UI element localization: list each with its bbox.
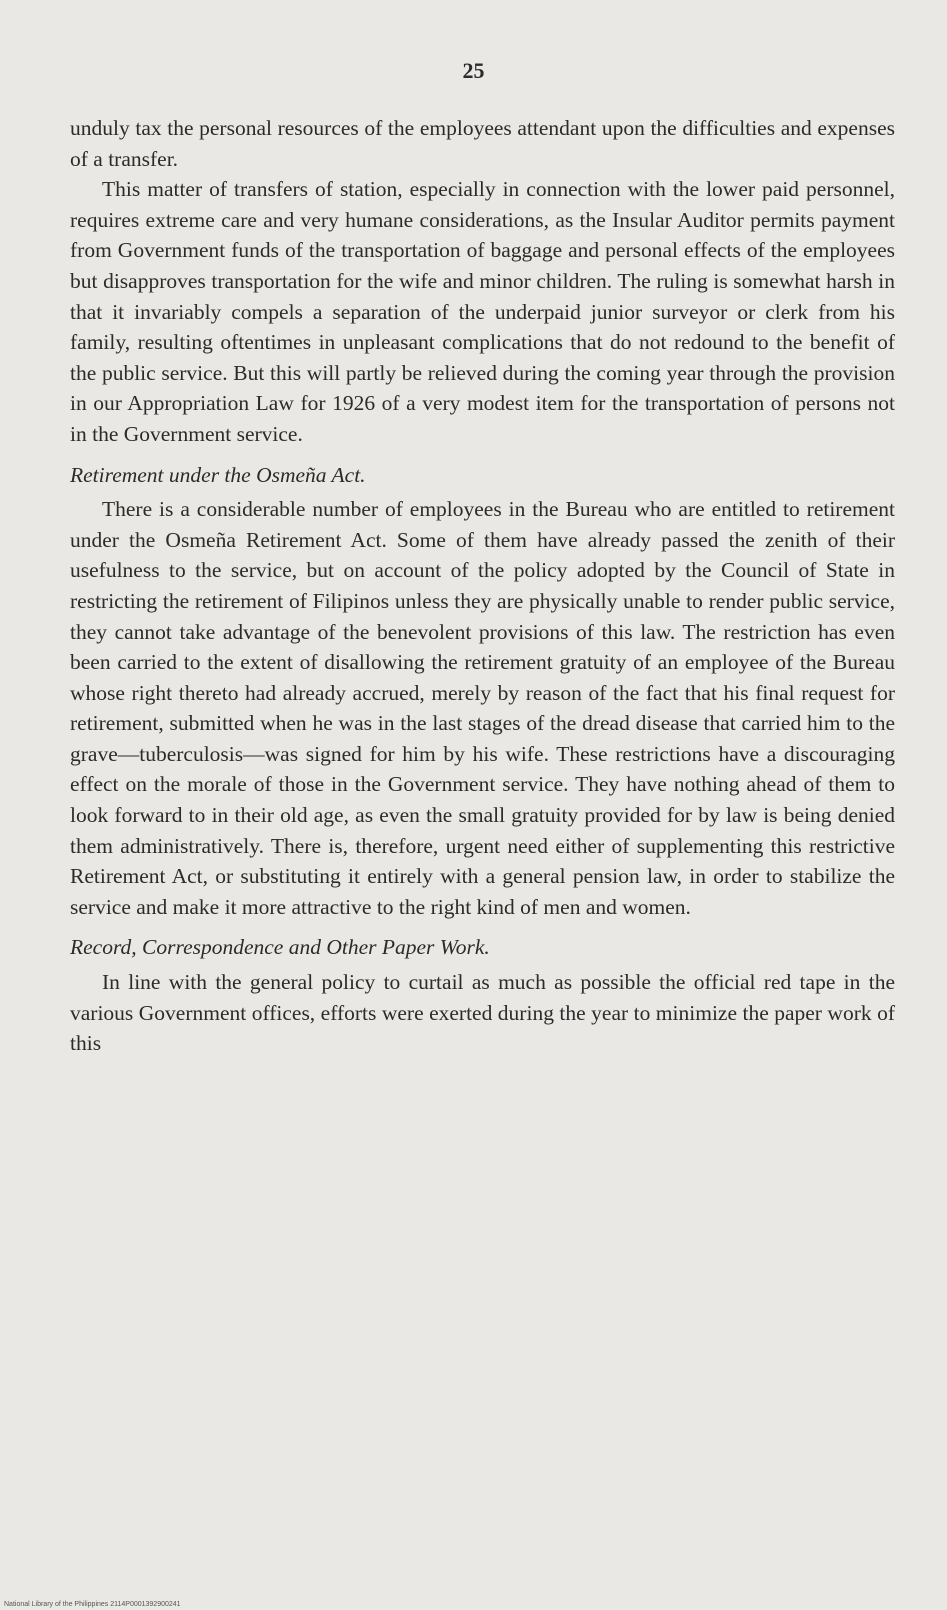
- page-number: 25: [462, 58, 485, 83]
- section-heading-retirement: Retirement under the Osmeña Act.: [70, 462, 366, 487]
- section-heading-record: Record, Correspondence and Other Paper Work.: [70, 935, 490, 960]
- document-body: [70, 113, 895, 1059]
- source-footer: National Library of the Philippines 2114P0001392900241: [4, 1601, 181, 1608]
- paragraph-transfers: This matter of transfers of station, especially in connection with the lower paid personnel, requires extreme care and very humane considerations, as the Insular Auditor permits payment from Government funds of the transportation of baggage and personal effects of the employees but disapproves transportation for the wife and minor children. The ruling is somewhat harsh in that it invariably compels a separation of the underpaid junior surveyor or clerk from his family, resulting oftentimes in unpleasant complications that do not redound to the benefit of the public service. But this will partly be relieved during the coming year through the provision in our Appropriation Law for 1926 of a very modest item for the transportation of persons not in the Government service.: [70, 177, 895, 446]
- paragraph-record: In line with the general policy to curtail as much as possible the official red tape in the various Government offices, efforts were exerted during the year to minimize the paper work of this: [70, 970, 895, 1056]
- paragraph-continuation: unduly tax the personal resources of the employees attendant upon the difficulties and expenses of a transfer.: [70, 116, 895, 171]
- paragraph-retirement: There is a considerable number of employees in the Bureau who are entitled to retirement under the Osmeña Retirement Act. Some of them have already passed the zenith of their usefulness to the service, but on account of the policy adopted by the Council of State in restricting the retirement of Filipinos unless they are physically unable to render public service, they cannot take advantage of the benevolent provisions of this law. The restriction has even been carried to the extent of disallowing the retirement gratuity of an employee of the Bureau whose right thereto had already accrued, merely by reason of the fact that his final request for retirement, submitted when he was in the last stages of the dread disease that carried him to the grave—tuberculosis—was signed for him by his wife. These restrictions have a discouraging effect on the morale of those in the Government service. They have nothing ahead of them to look forward to in their old age, as even the small gratuity provided for by law is being denied them administratively. There is, therefore, urgent need either of supplementing this restrictive Retirement Act, or substituting it entirely with a general pension law, in order to stabilize the service and make it more attractive to the right kind of men and women.: [70, 497, 895, 919]
